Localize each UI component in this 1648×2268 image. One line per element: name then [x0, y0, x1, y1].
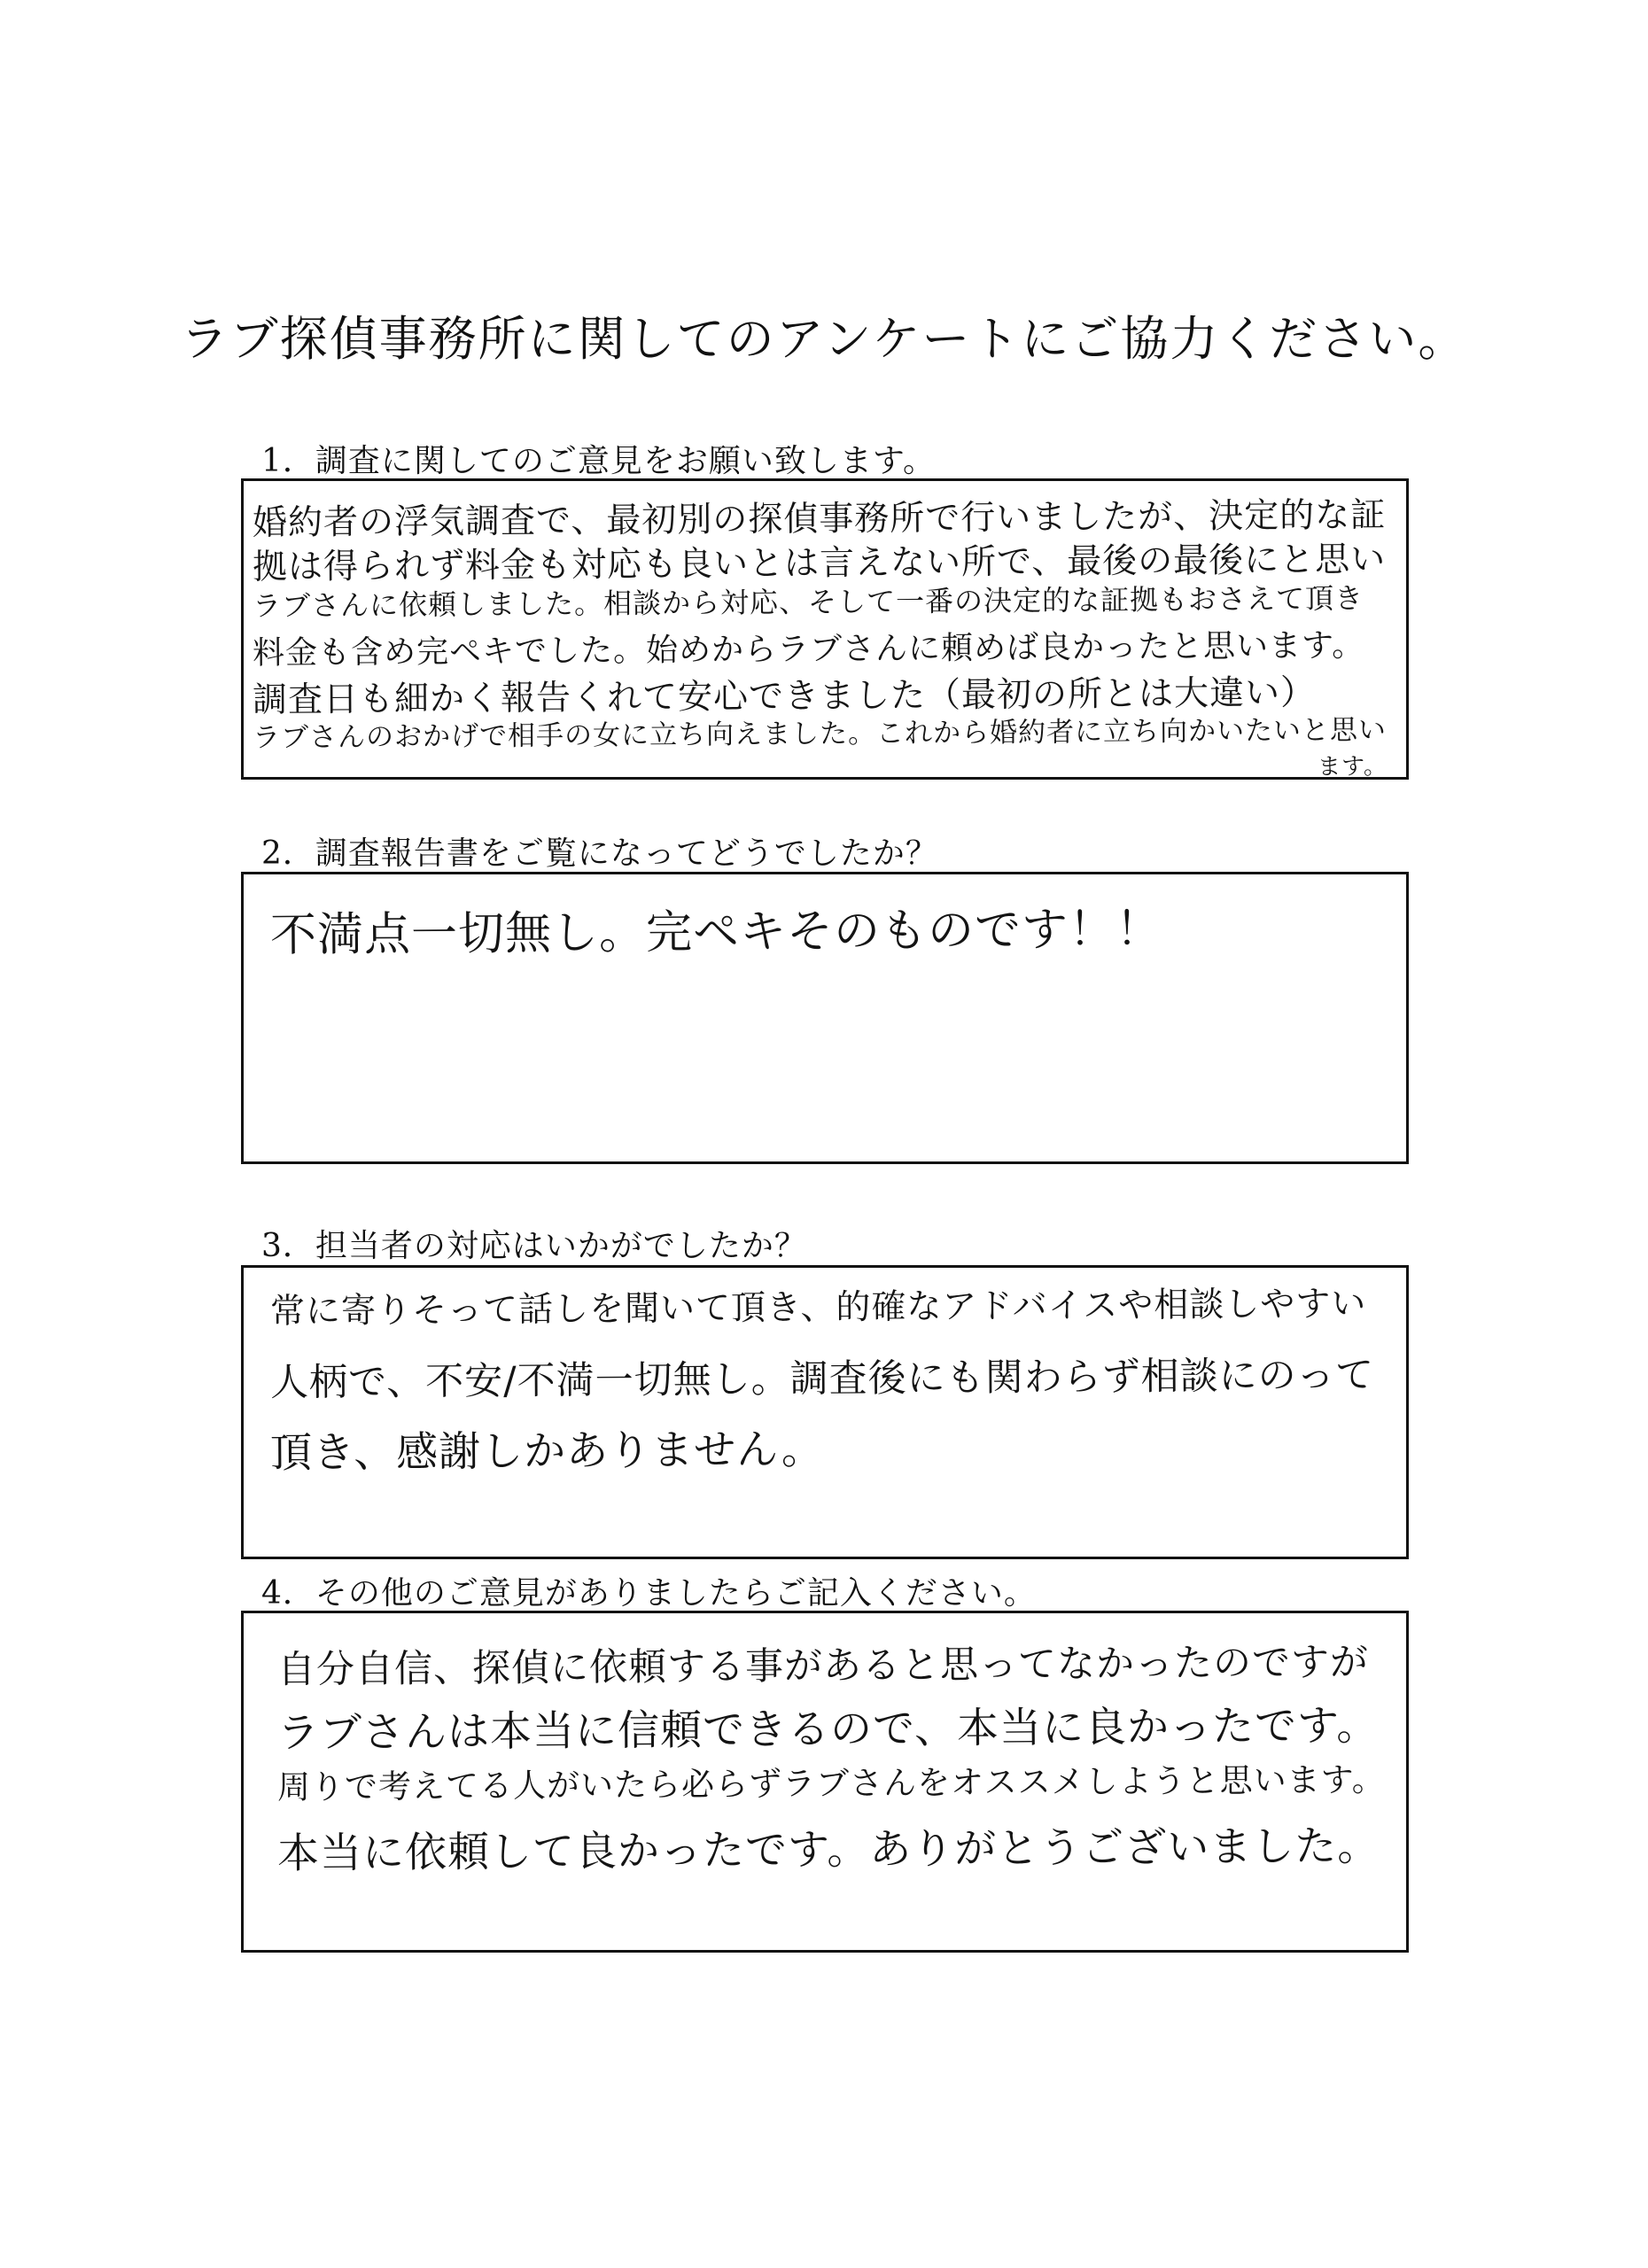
answer-1-line-3: ラブさんに依頼しました。相談から対応、そして一番の決定的な証拠もおさえて頂き	[252, 581, 1364, 623]
answer-1-line-5: 調査日も細かく報告くれて安心できました（最初の所とは大違い）	[252, 672, 1317, 720]
answer-4-line-1: 自分自信、探偵に依頼する事があると思ってなかったのですが	[276, 1640, 1370, 1692]
question-3-label: 3．担当者の対応はいかがでしたか？	[261, 1228, 807, 1264]
answer-1-line-7: ます。	[1317, 753, 1388, 781]
question-1-answer-box	[241, 478, 1409, 780]
answer-4-line-4: 本当に依頼して良かったです。ありがとうございました。	[276, 1821, 1380, 1878]
survey-title: ラブ探偵事務所に関してのアンケートにご協力ください。	[180, 311, 1468, 367]
answer-3-line-1: 常に寄りそって話しを聞いて頂き、的確なアドバイスや相談しやすい	[269, 1284, 1367, 1332]
question-3-answer-box	[241, 1265, 1409, 1559]
question-2-label: 2．調査報告書をご覧になってどうでしたか？	[261, 835, 938, 872]
answer-1-line-6: ラブさんのおかげで相手の女に立ち向えました。これから婚約者に立ち向かいたいと思い	[252, 714, 1388, 754]
answer-3-line-3: 頂き、感謝しかありません。	[269, 1425, 825, 1478]
question-4-answer-box	[241, 1611, 1409, 1953]
answer-4-line-2: ラブさんは本当に信頼できるので、本当に良かったです。	[276, 1701, 1380, 1758]
question-4-label: 4．その他のご意見がありましたらご記入ください。	[261, 1575, 1037, 1612]
question-1-label: 1．調査に関してのご意見をお願い致します。	[261, 443, 937, 479]
answer-3-line-2: 人柄で、不安/不満一切無し。調査後にも関わらず相談にのって	[269, 1353, 1375, 1405]
answer-1-line-4: 料金も含め完ペキでした。始めからラブさんに頼めば良かったと思います。	[252, 627, 1365, 672]
answer-1-line-2: 拠は得られず料金も対応も良いとは言えない所で、最後の最後にと思い	[252, 540, 1387, 587]
answer-4-line-3: 周りで考えてる人がいたら必らずラブさんをオススメしようと思います。	[276, 1760, 1386, 1806]
question-2-answer-box	[241, 872, 1409, 1164]
answer-1-line-1: 婚約者の浮気調査で、最初別の探偵事務所で行いましたが、決定的な証	[252, 495, 1387, 543]
answer-2-line-1: 不満点一切無し。完ペキそのものです！！	[269, 902, 1163, 962]
